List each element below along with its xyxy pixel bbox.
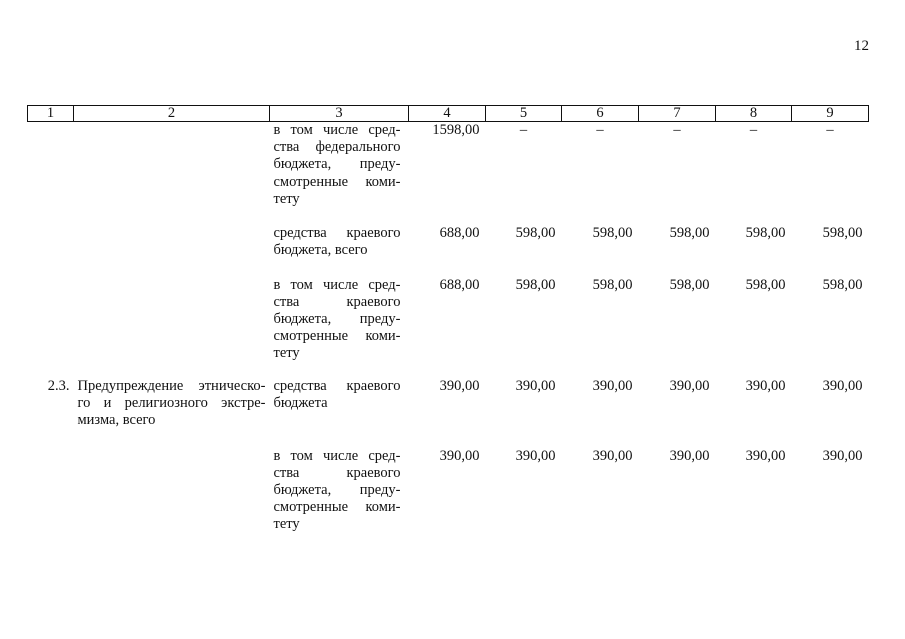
row-name: Предупреждение этническо-го и религиозного экстре-мизма, всего (77, 377, 266, 428)
row-number (28, 122, 74, 225)
column-header: 1 (28, 106, 74, 122)
funding-source: средства краевого бюджета, всего (273, 224, 401, 258)
page-number: 12 (854, 38, 869, 54)
row-number: 2.3. (47, 377, 70, 394)
value-cell: 598,00 (592, 276, 633, 293)
table-row (28, 225, 869, 277)
value-cell: – (596, 122, 604, 138)
value-cell: – (749, 122, 758, 138)
table-row (28, 448, 869, 538)
value-cell: – (519, 122, 528, 138)
row-name (74, 122, 270, 225)
row-name (74, 448, 270, 538)
column-header: 6 (562, 106, 639, 122)
value-cell: 390,00 (592, 377, 633, 394)
table-row (28, 122, 869, 225)
column-header: 5 (486, 106, 562, 122)
column-header: 9 (792, 106, 869, 122)
table-header-row (28, 106, 869, 122)
value-cell: 598,00 (592, 224, 633, 241)
value-cell: – (673, 122, 681, 138)
column-header: 7 (639, 106, 716, 122)
row-number (28, 448, 74, 538)
value-cell: – (826, 122, 834, 138)
column-header: 8 (716, 106, 792, 122)
value-cell: 390,00 (439, 377, 480, 394)
value-cell: 688,00 (439, 224, 480, 241)
value-cell: 598,00 (822, 276, 863, 293)
row-number (28, 225, 74, 277)
value-cell: 390,00 (822, 447, 863, 464)
value-cell: 390,00 (515, 447, 556, 464)
value-cell: 598,00 (745, 224, 786, 241)
value-cell: 598,00 (515, 224, 556, 241)
value-cell: 390,00 (822, 377, 863, 394)
value-cell: 688,00 (439, 276, 480, 293)
column-header: 3 (270, 106, 409, 122)
value-cell: 598,00 (669, 224, 710, 241)
value-cell: 390,00 (515, 377, 556, 394)
column-header: 2 (74, 106, 270, 122)
row-name (74, 277, 270, 378)
value-cell: 390,00 (669, 377, 710, 394)
value-cell: 390,00 (669, 447, 710, 464)
table-row (28, 277, 869, 378)
value-cell: 390,00 (745, 447, 786, 464)
value-cell: 598,00 (669, 276, 710, 293)
value-cell: 390,00 (592, 447, 633, 464)
budget-table (27, 105, 869, 538)
value-cell: 598,00 (822, 224, 863, 241)
funding-source: в том числе сред-ства федерального бюджета, преду-смотренные коми-тету (273, 122, 401, 207)
value-cell: 390,00 (439, 447, 480, 464)
value-cell: 390,00 (745, 377, 786, 394)
row-number (28, 277, 74, 378)
funding-source: средства краевого бюджета (273, 377, 401, 411)
value-cell: 598,00 (515, 276, 556, 293)
row-name (74, 225, 270, 277)
column-header: 4 (409, 106, 486, 122)
funding-source: в том числе сред-ства краевого бюджета, преду-смотренные коми-тету (273, 447, 401, 533)
table-row (28, 378, 869, 448)
value-cell: 598,00 (745, 276, 786, 293)
value-cell: 1598,00 (432, 122, 480, 138)
funding-source: в том числе сред-ства краевого бюджета, преду-смотренные коми-тету (273, 276, 401, 362)
